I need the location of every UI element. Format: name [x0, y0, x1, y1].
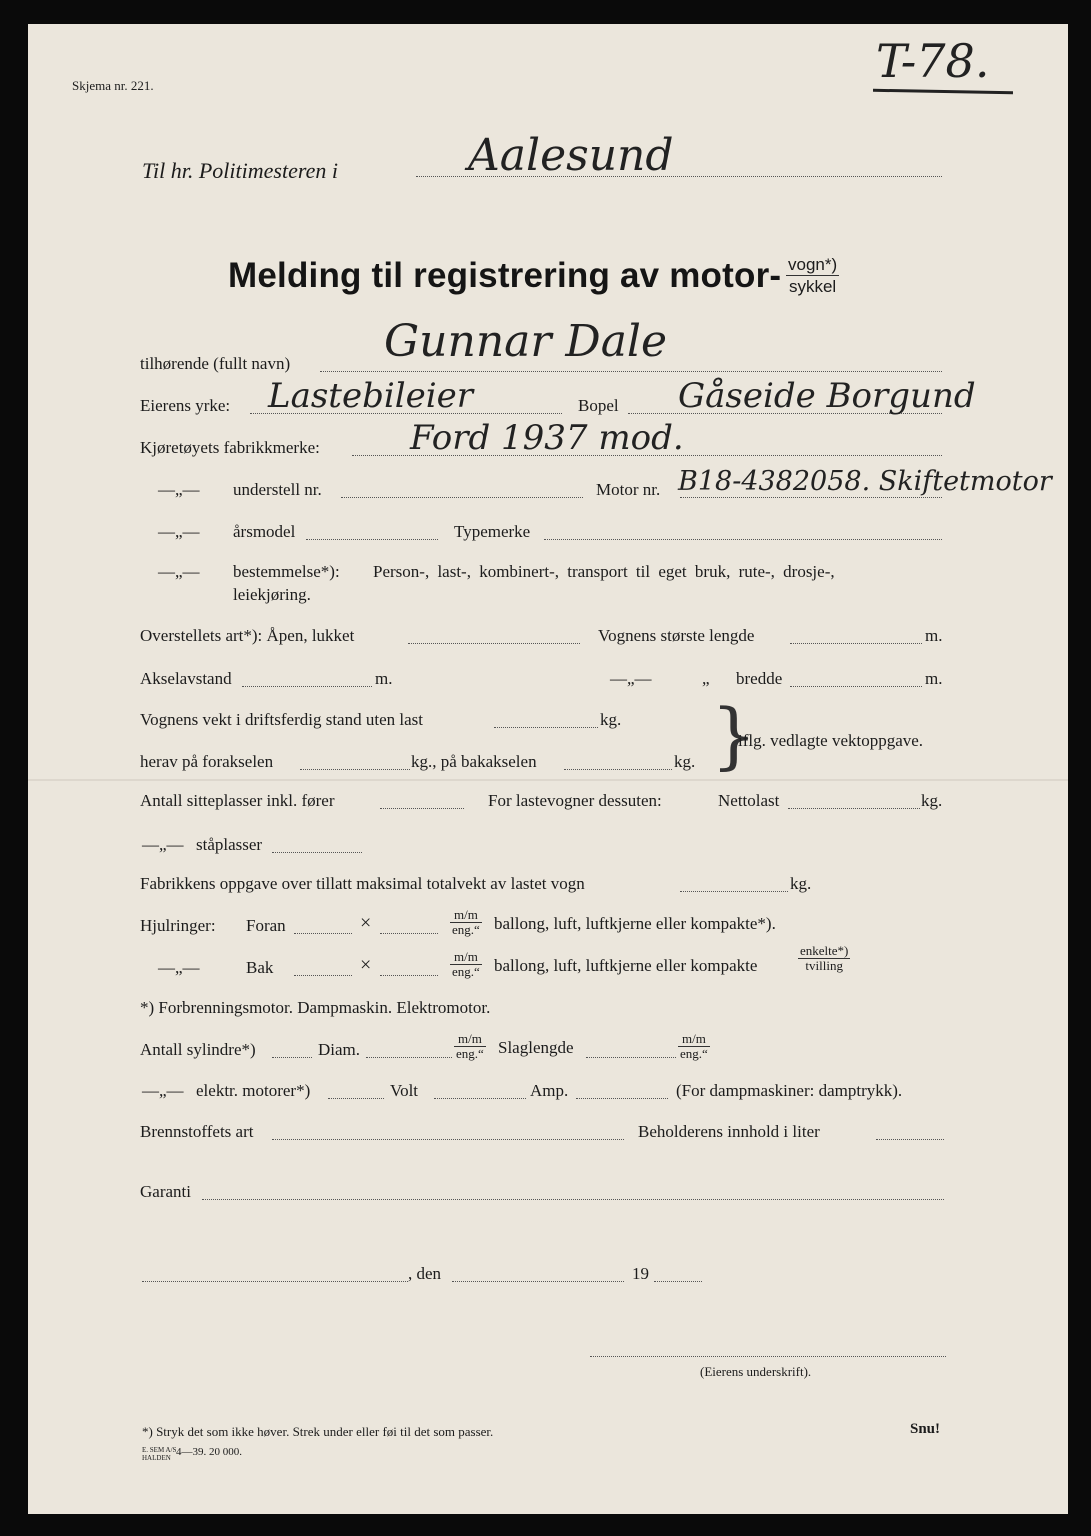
unit-eng: eng.“: [456, 1046, 484, 1061]
amp-line: [576, 1098, 668, 1099]
width-line: [790, 686, 922, 687]
netload-line: [788, 808, 920, 809]
signature-label: (Eierens underskrift).: [700, 1364, 812, 1379]
motor-value: B18-4382058. Skiftetmotor: [678, 466, 1052, 497]
cargo-label: For lastevogner dessuten:: [488, 791, 662, 810]
unit-fraction: [454, 1032, 486, 1061]
year-line: [306, 539, 438, 540]
front-dim-line-2: [380, 933, 438, 934]
tank-line: [876, 1139, 944, 1140]
owner-label: tilhørende (fullt navn): [140, 354, 291, 373]
chassis-line: [341, 497, 583, 498]
ditto-mark: —„—: [610, 669, 652, 688]
make-value: Ford 1937 mod.: [410, 418, 684, 458]
engine-types: *) Forbrenningsmotor. Dampmaskin. Elektromotor.: [140, 998, 491, 1017]
wheelbase-line: [242, 686, 372, 687]
single-option: enkelte*): [800, 943, 849, 958]
occupation-label: Eierens yrke:: [140, 396, 231, 415]
ditto-mark: —„—: [142, 835, 184, 854]
form-title: Melding til registrering av motor-: [228, 256, 782, 295]
purpose-options-2: leiekjøring.: [233, 585, 311, 604]
front-axle-line: [300, 769, 410, 770]
wheelbase-label: Akselavstand: [140, 669, 232, 688]
amp-label: Amp.: [530, 1081, 569, 1100]
cylinders-label: Antall sylindre*): [140, 1040, 256, 1059]
netload-unit: kg.: [921, 791, 943, 810]
date-place-line: [142, 1281, 408, 1282]
front-axle-label: herav på forakselen: [140, 752, 274, 771]
volt-line: [434, 1098, 526, 1099]
fuel-line: [272, 1139, 624, 1140]
form-sheet: [28, 24, 1068, 1514]
stroke-label: Slaglengde: [498, 1038, 574, 1057]
year-label: årsmodel: [233, 522, 296, 541]
front-dim-line-1: [294, 933, 352, 934]
tyres-label: Hjulringer:: [140, 916, 216, 935]
volt-label: Volt: [390, 1081, 419, 1100]
purpose-label: bestemmelse*):: [233, 562, 340, 581]
body-label: Overstellets art*): Åpen, lukket: [140, 626, 355, 645]
rear-axle-unit: kg.: [674, 752, 696, 771]
weight-line: [494, 727, 598, 728]
weight-note: iflg. vedlagte vektoppgave.: [738, 731, 924, 750]
netload-label: Nettolast: [718, 791, 780, 810]
reference-underline: [873, 89, 1013, 94]
wheelbase-unit: m.: [375, 669, 393, 688]
rear-axle-label: kg., på bakakselen: [411, 752, 537, 771]
unit-mm: m/m: [454, 1032, 486, 1047]
signature-line: [590, 1356, 946, 1357]
ditto-mark: —„—: [142, 1081, 184, 1100]
year-prefix: 19: [632, 1264, 649, 1283]
tyre-types-front: ballong, luft, luftkjerne eller kompakte*).: [494, 914, 776, 933]
rear-dim-line-1: [294, 975, 352, 976]
residence-label: Bopel: [578, 396, 619, 415]
unit-eng: eng.“: [680, 1046, 708, 1061]
type-line: [544, 539, 942, 540]
elmotors-line: [328, 1098, 384, 1099]
tyre-types-rear: ballong, luft, luftkjerne eller kompakte: [494, 956, 758, 975]
vehicle-type-fraction: [786, 254, 839, 297]
motor-label: Motor nr.: [596, 480, 661, 499]
owner-value: Gunnar Dale: [384, 316, 668, 367]
seats-line: [380, 808, 464, 809]
rear-axle-line: [564, 769, 672, 770]
length-line: [790, 643, 922, 644]
twin-option: tvilling: [805, 958, 843, 973]
width-label: bredde: [736, 669, 783, 688]
ditto-mark: —„—: [158, 958, 200, 977]
ditto-quote: „: [702, 669, 710, 688]
length-label: Vognens største lengde: [598, 626, 755, 645]
times-sign: ×: [360, 954, 372, 976]
purpose-options: Person-, last-, kombinert-, transport til eget bruk, rute-, drosje-,: [373, 562, 835, 581]
diam-label: Diam.: [318, 1040, 361, 1059]
steam-note: (For dampmaskiner: damptrykk).: [676, 1081, 903, 1100]
tank-label: Beholderens innhold i liter: [638, 1122, 820, 1141]
date-label: , den: [408, 1264, 442, 1283]
type-label: Typemerke: [454, 522, 531, 541]
single-twin-fraction: [798, 944, 850, 973]
motor-line: [680, 497, 942, 498]
length-unit: m.: [925, 626, 943, 645]
guarantee-line: [202, 1199, 944, 1200]
times-sign: ×: [360, 912, 372, 934]
date-line: [452, 1281, 624, 1282]
occupation-value: Lastebileier: [268, 376, 473, 416]
standing-label: ståplasser: [196, 835, 263, 854]
rear-dim-line-2: [380, 975, 438, 976]
weight-unit: kg.: [600, 710, 622, 729]
paper-fold: [28, 779, 1068, 781]
standing-line: [272, 852, 362, 853]
cylinders-line: [272, 1057, 312, 1058]
reference-number: T-78.: [876, 34, 990, 88]
ditto-mark: —„—: [158, 562, 200, 581]
owner-line: [320, 371, 942, 372]
vehicle-type-bottom: sykkel: [788, 277, 837, 296]
chassis-label: understell nr.: [233, 480, 322, 499]
body-line: [408, 643, 580, 644]
print-info: 4—39. 20 000.: [176, 1446, 242, 1458]
guarantee-label: Garanti: [140, 1182, 191, 1201]
width-unit: m.: [925, 669, 943, 688]
unit-eng: eng.“: [452, 964, 480, 979]
ditto-mark: —„—: [158, 522, 200, 541]
rear-label: Bak: [246, 958, 274, 977]
weight-label: Vognens vekt i driftsferdig stand uten last: [140, 710, 423, 729]
elmotors-label: elektr. motorer*): [196, 1081, 311, 1100]
ditto-mark: —„—: [158, 480, 200, 499]
residence-value: Gåseide Borgund: [678, 376, 976, 416]
turn-over-note: Snu!: [910, 1421, 941, 1437]
unit-mm: m/m: [450, 908, 482, 923]
footnote: *) Stryk det som ikke høver. Strek under eller føi til det som passer.: [142, 1424, 494, 1439]
max-weight-unit: kg.: [790, 874, 812, 893]
stroke-line: [586, 1057, 676, 1058]
seats-label: Antall sitteplasser inkl. fører: [140, 791, 335, 810]
unit-eng: eng.“: [452, 922, 480, 937]
schema-number: Skjema nr. 221.: [72, 78, 154, 93]
unit-fraction: [678, 1032, 710, 1061]
make-label: Kjøretøyets fabrikkmerke:: [140, 438, 320, 457]
unit-fraction: [450, 950, 482, 979]
printer-mark: E. SEM A/S HALDEN: [142, 1446, 177, 1462]
year-suffix-line: [654, 1281, 702, 1282]
fuel-label: Brennstoffets art: [140, 1122, 254, 1141]
recipient-value: Aalesund: [468, 130, 674, 181]
front-label: Foran: [246, 916, 286, 935]
unit-mm: m/m: [450, 950, 482, 965]
recipient-label: Til hr. Politimesteren i: [142, 158, 338, 183]
diam-line: [366, 1057, 452, 1058]
unit-fraction: [450, 908, 482, 937]
vehicle-type-top: vogn*): [788, 255, 838, 274]
max-weight-line: [680, 891, 788, 892]
weight-brace: }: [711, 693, 757, 777]
max-weight-label: Fabrikkens oppgave over tillatt maksimal totalvekt av lastet vogn: [140, 874, 585, 893]
unit-mm: m/m: [678, 1032, 710, 1047]
